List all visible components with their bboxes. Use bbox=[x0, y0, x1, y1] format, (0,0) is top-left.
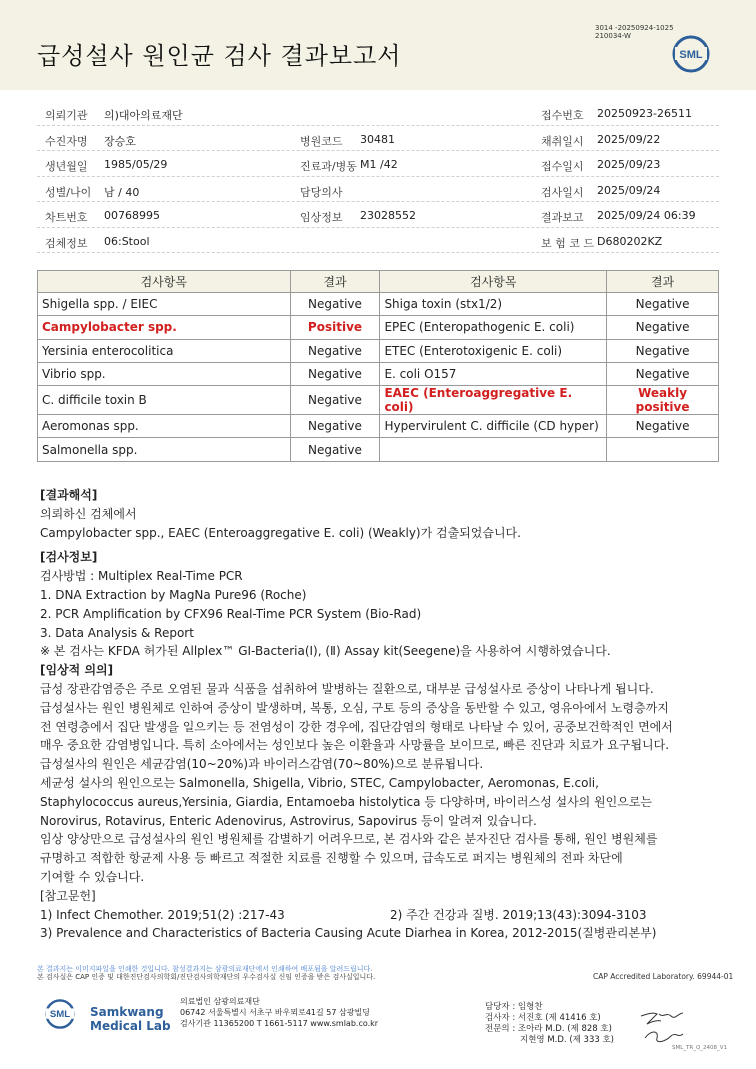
interpretation-heading: [결과해석] bbox=[40, 488, 98, 502]
clinical-line: 매우 중요한 감염병입니다. 특히 소아에서는 성인보다 높은 이환율과 사망률을 보이므로, 빠른 진단과 치료가 요구됩니다. bbox=[40, 738, 670, 753]
interpretation-line: Campylobacter spp., EAEC (Enteroaggregative E. coli) (Weakly)가 검출되었습니다. bbox=[40, 525, 521, 540]
result-cell: Negative bbox=[290, 386, 380, 415]
reference-1: 1) Infect Chemother. 2019;51(2) :217-43 bbox=[40, 907, 285, 922]
test-info-line: ※ 본 검사는 KFDA 허가된 Allplex™ GI-Bacteria(Ⅰ), (Ⅱ) Assay kit(Seegene)을 사용하여 시행하였습니다. bbox=[40, 644, 611, 659]
dept-value: M1 /42 bbox=[360, 158, 398, 171]
clinical-line: 임상 양상만으로 급성설사의 원인 병원체를 감별하기 어려우므로, 본 검사와 같은 분자진단 검사를 통해, 원인 병원체를 bbox=[40, 832, 658, 847]
collection-date-value: 2025/09/22 bbox=[597, 132, 661, 146]
test-item-cell: EPEC (Enteropathogenic E. coli) bbox=[380, 316, 607, 339]
report-title: 급성설사 원인균 검사 결과보고서 bbox=[37, 42, 402, 70]
result-cell: Negative bbox=[607, 316, 719, 339]
test-item-cell: Shiga toxin (stx1/2) bbox=[380, 293, 607, 316]
cap-accreditation: CAP Accredited Laboratory. 69944-01 bbox=[593, 972, 734, 981]
table-row bbox=[38, 293, 719, 316]
result-cell: Negative bbox=[607, 293, 719, 316]
test-info-line: 1. DNA Extraction by MagNa Pure96 (Roche) bbox=[40, 587, 307, 602]
column-header-test-item: 검사항목 bbox=[38, 271, 291, 293]
column-header-result: 결과 bbox=[290, 271, 380, 293]
info-row: 의뢰기관 의)대아의료재단 접수번호 20250923-26511 bbox=[37, 100, 719, 126]
insurance-code-value: D680202KZ bbox=[597, 234, 663, 248]
info-row: 차트번호 00768995 임상정보 23028552 결과보고 2025/09/24 06:39 bbox=[37, 202, 719, 228]
clinical-significance-heading: [임상적 의의] bbox=[40, 663, 114, 678]
test-item-cell: Hypervirulent C. difficile (CD hyper) bbox=[380, 415, 607, 438]
table-row bbox=[38, 362, 719, 385]
test-item-cell: Shigella spp. / EIEC bbox=[38, 293, 291, 316]
clinical-line: 규명하고 적합한 항균제 사용 등 빠르고 적절한 치료를 진행할 수 있으며, 급속도로 퍼지는 병원체의 전파 차단에 bbox=[40, 851, 623, 866]
result-cell: Weakly positive bbox=[607, 386, 719, 415]
test-info-line: 검사방법 : Multiplex Real-Time PCR bbox=[40, 569, 243, 584]
svg-text:SML: SML bbox=[679, 49, 703, 61]
result-cell: Negative bbox=[607, 415, 719, 438]
sex-age-value: 남 / 40 bbox=[104, 185, 140, 199]
brand-name: Samkwang bbox=[90, 1005, 164, 1019]
info-row: 성별/나이 남 / 40 담당의사 검사일시 2025/09/24 bbox=[37, 177, 719, 203]
references-heading: [참고문헌] bbox=[40, 888, 96, 903]
table-row bbox=[38, 316, 719, 339]
result-cell: Positive bbox=[290, 316, 380, 339]
patient-info-section bbox=[37, 100, 719, 253]
result-cell: Negative bbox=[290, 438, 380, 461]
result-cell: Negative bbox=[607, 362, 719, 385]
svg-text:SML: SML bbox=[49, 1009, 71, 1021]
sml-footer-logo-icon bbox=[44, 998, 76, 1030]
result-cell: Negative bbox=[607, 339, 719, 362]
clinical-line: 급성설사의 원인은 세균감염(10~20%)과 바이러스감염(70~80%)으로 분류됩니다. bbox=[40, 757, 484, 772]
clinical-line: 세균성 설사의 원인으로는 Salmonella, Shigella, Vibrio, STEC, Campylobacter, Aeromonas, E.coli, bbox=[40, 775, 599, 790]
result-cell: Negative bbox=[290, 293, 380, 316]
result-cell: Negative bbox=[290, 415, 380, 438]
result-cell bbox=[607, 438, 719, 461]
report-header bbox=[0, 0, 756, 90]
test-date-value: 2025/09/24 bbox=[597, 183, 661, 197]
chart-no-value: 00768995 bbox=[104, 209, 160, 222]
test-item-cell: ETEC (Enterotoxigenic E. coli) bbox=[380, 339, 607, 362]
clinical-line: 기여할 수 있습니다. bbox=[40, 869, 145, 884]
result-cell: Negative bbox=[290, 362, 380, 385]
clinical-line: 전 연령층에서 집단 발생을 일으키는 등 전염성이 강한 경우에, 집단감염의 형태로 나타날 수 있어, 공중보건학적인 면에서 bbox=[40, 719, 673, 734]
interpretation-line: 의뢰하신 검체에서 bbox=[40, 506, 137, 521]
print-notice: 본 결과지는 이미지파일을 인쇄한 것입니다. 참성결과지는 삼광의료재단에서 인쇄하여 배포됨을 알려드립니다. bbox=[37, 965, 373, 973]
report-date-value: 2025/09/24 06:39 bbox=[597, 209, 696, 222]
test-item-cell: C. difficile toxin B bbox=[38, 386, 291, 415]
sml-logo-icon bbox=[671, 34, 711, 74]
test-item-cell: EAEC (Enteroaggregative E. coli) bbox=[380, 386, 607, 415]
report-body bbox=[40, 486, 730, 943]
institution-value: 의)대아의료재단 bbox=[104, 109, 183, 122]
test-item-cell: Aeromonas spp. bbox=[38, 415, 291, 438]
info-row: 수진자명 장승호 병원코드 30481 채취일시 2025/09/22 bbox=[37, 126, 719, 152]
test-item-cell bbox=[380, 438, 607, 461]
clinical-line: 급성설사는 원인 병원체로 인하여 증상이 발생하며, 복통, 오심, 구토 등의 증상을 동반할 수 있고, 영유아에서 노령층까지 bbox=[40, 700, 669, 715]
table-row bbox=[38, 415, 719, 438]
table-row bbox=[38, 438, 719, 461]
column-header-test-item: 검사항목 bbox=[380, 271, 607, 293]
signature-icon bbox=[637, 1008, 687, 1048]
cap-certification-note: 본 검사실은 CAP 인증 및 대한진단검사의학회/진단검사의학재단의 우수검사실 신임 인증을 받은 검사실입니다. bbox=[37, 973, 376, 981]
clinical-line: Staphylococcus aureus,Yersinia, Giardia, Entamoeba histolytica 등 다양하며, 바이러스성 설사의 원인으로는 bbox=[40, 794, 653, 809]
table-row bbox=[38, 386, 719, 415]
test-info-heading: [검사정보] bbox=[40, 550, 98, 565]
brand-name-line2: Medical Lab bbox=[90, 1019, 171, 1033]
results-table bbox=[37, 270, 719, 462]
receipt-no-value: 20250923-26511 bbox=[597, 107, 692, 120]
clinical-line: 급성 장관감염증은 주로 오염된 물과 식품을 섭취하여 발병하는 질환으로, 대부분 급성설사로 증상이 나타나게 됩니다. bbox=[40, 681, 654, 696]
test-item-cell: Vibrio spp. bbox=[38, 362, 291, 385]
hospital-code-value: 30481 bbox=[360, 132, 395, 146]
clinical-info-value: 23028552 bbox=[360, 209, 416, 222]
staff-list: 담당자 : 임형찬 검사자 : 서진호 (제 41416 호) 전문의 : 조아라 M.D. (제 828 호) 지현영 M.D. (제 333 호) bbox=[485, 1002, 615, 1045]
clinical-line: Norovirus, Rotavirus, Enteric Adenovirus, Astrovirus, Sapovirus 등이 알려져 있습니다. bbox=[40, 813, 537, 828]
test-item-cell: Yersinia enterocolitica bbox=[38, 339, 291, 362]
column-header-result: 결과 bbox=[607, 271, 719, 293]
specimen-value: 06:Stool bbox=[104, 234, 150, 248]
reference-3: 3) Prevalence and Characteristics of Bacteria Causing Acute Diarhea in Korea, 2012-2015(질병관리본부) bbox=[40, 926, 657, 941]
document-code: 3014 -20250924-1025 210034-W bbox=[595, 24, 674, 40]
results-header-row bbox=[38, 271, 719, 293]
test-info-line: 2. PCR Amplification by CFX96 Real-Time PCR System (Bio-Rad) bbox=[40, 606, 422, 621]
test-item-cell: E. coli O157 bbox=[380, 362, 607, 385]
test-info-line: 3. Data Analysis & Report bbox=[40, 625, 194, 640]
info-row: 검체정보 06:Stool 보 험 코 드 D680202KZ bbox=[37, 228, 719, 254]
references-row bbox=[40, 906, 730, 925]
lab-address: 의료법인 삼광의료재단 06742 서울특별시 서초구 바우뫼로41길 57 삼광빌딩 검사기관 11365200 T 1661-5117 www.smlab.co.kr bbox=[180, 997, 379, 1028]
table-row bbox=[38, 339, 719, 362]
form-code: SML_TR_Q_2408_V1 bbox=[672, 1045, 728, 1051]
test-item-cell: Campylobacter spp. bbox=[38, 316, 291, 339]
test-item-cell: Salmonella spp. bbox=[38, 438, 291, 461]
birth-date-value: 1985/05/29 bbox=[104, 158, 168, 171]
info-row: 생년월일 1985/05/29 진료과/병동 M1 /42 접수일시 2025/09/23 bbox=[37, 151, 719, 177]
result-cell: Negative bbox=[290, 339, 380, 362]
receipt-date-value: 2025/09/23 bbox=[597, 158, 661, 171]
patient-name-value: 장승호 bbox=[104, 134, 136, 148]
reference-2: 2) 주간 건강과 질병. 2019;13(43):3094-3103 bbox=[390, 907, 647, 922]
